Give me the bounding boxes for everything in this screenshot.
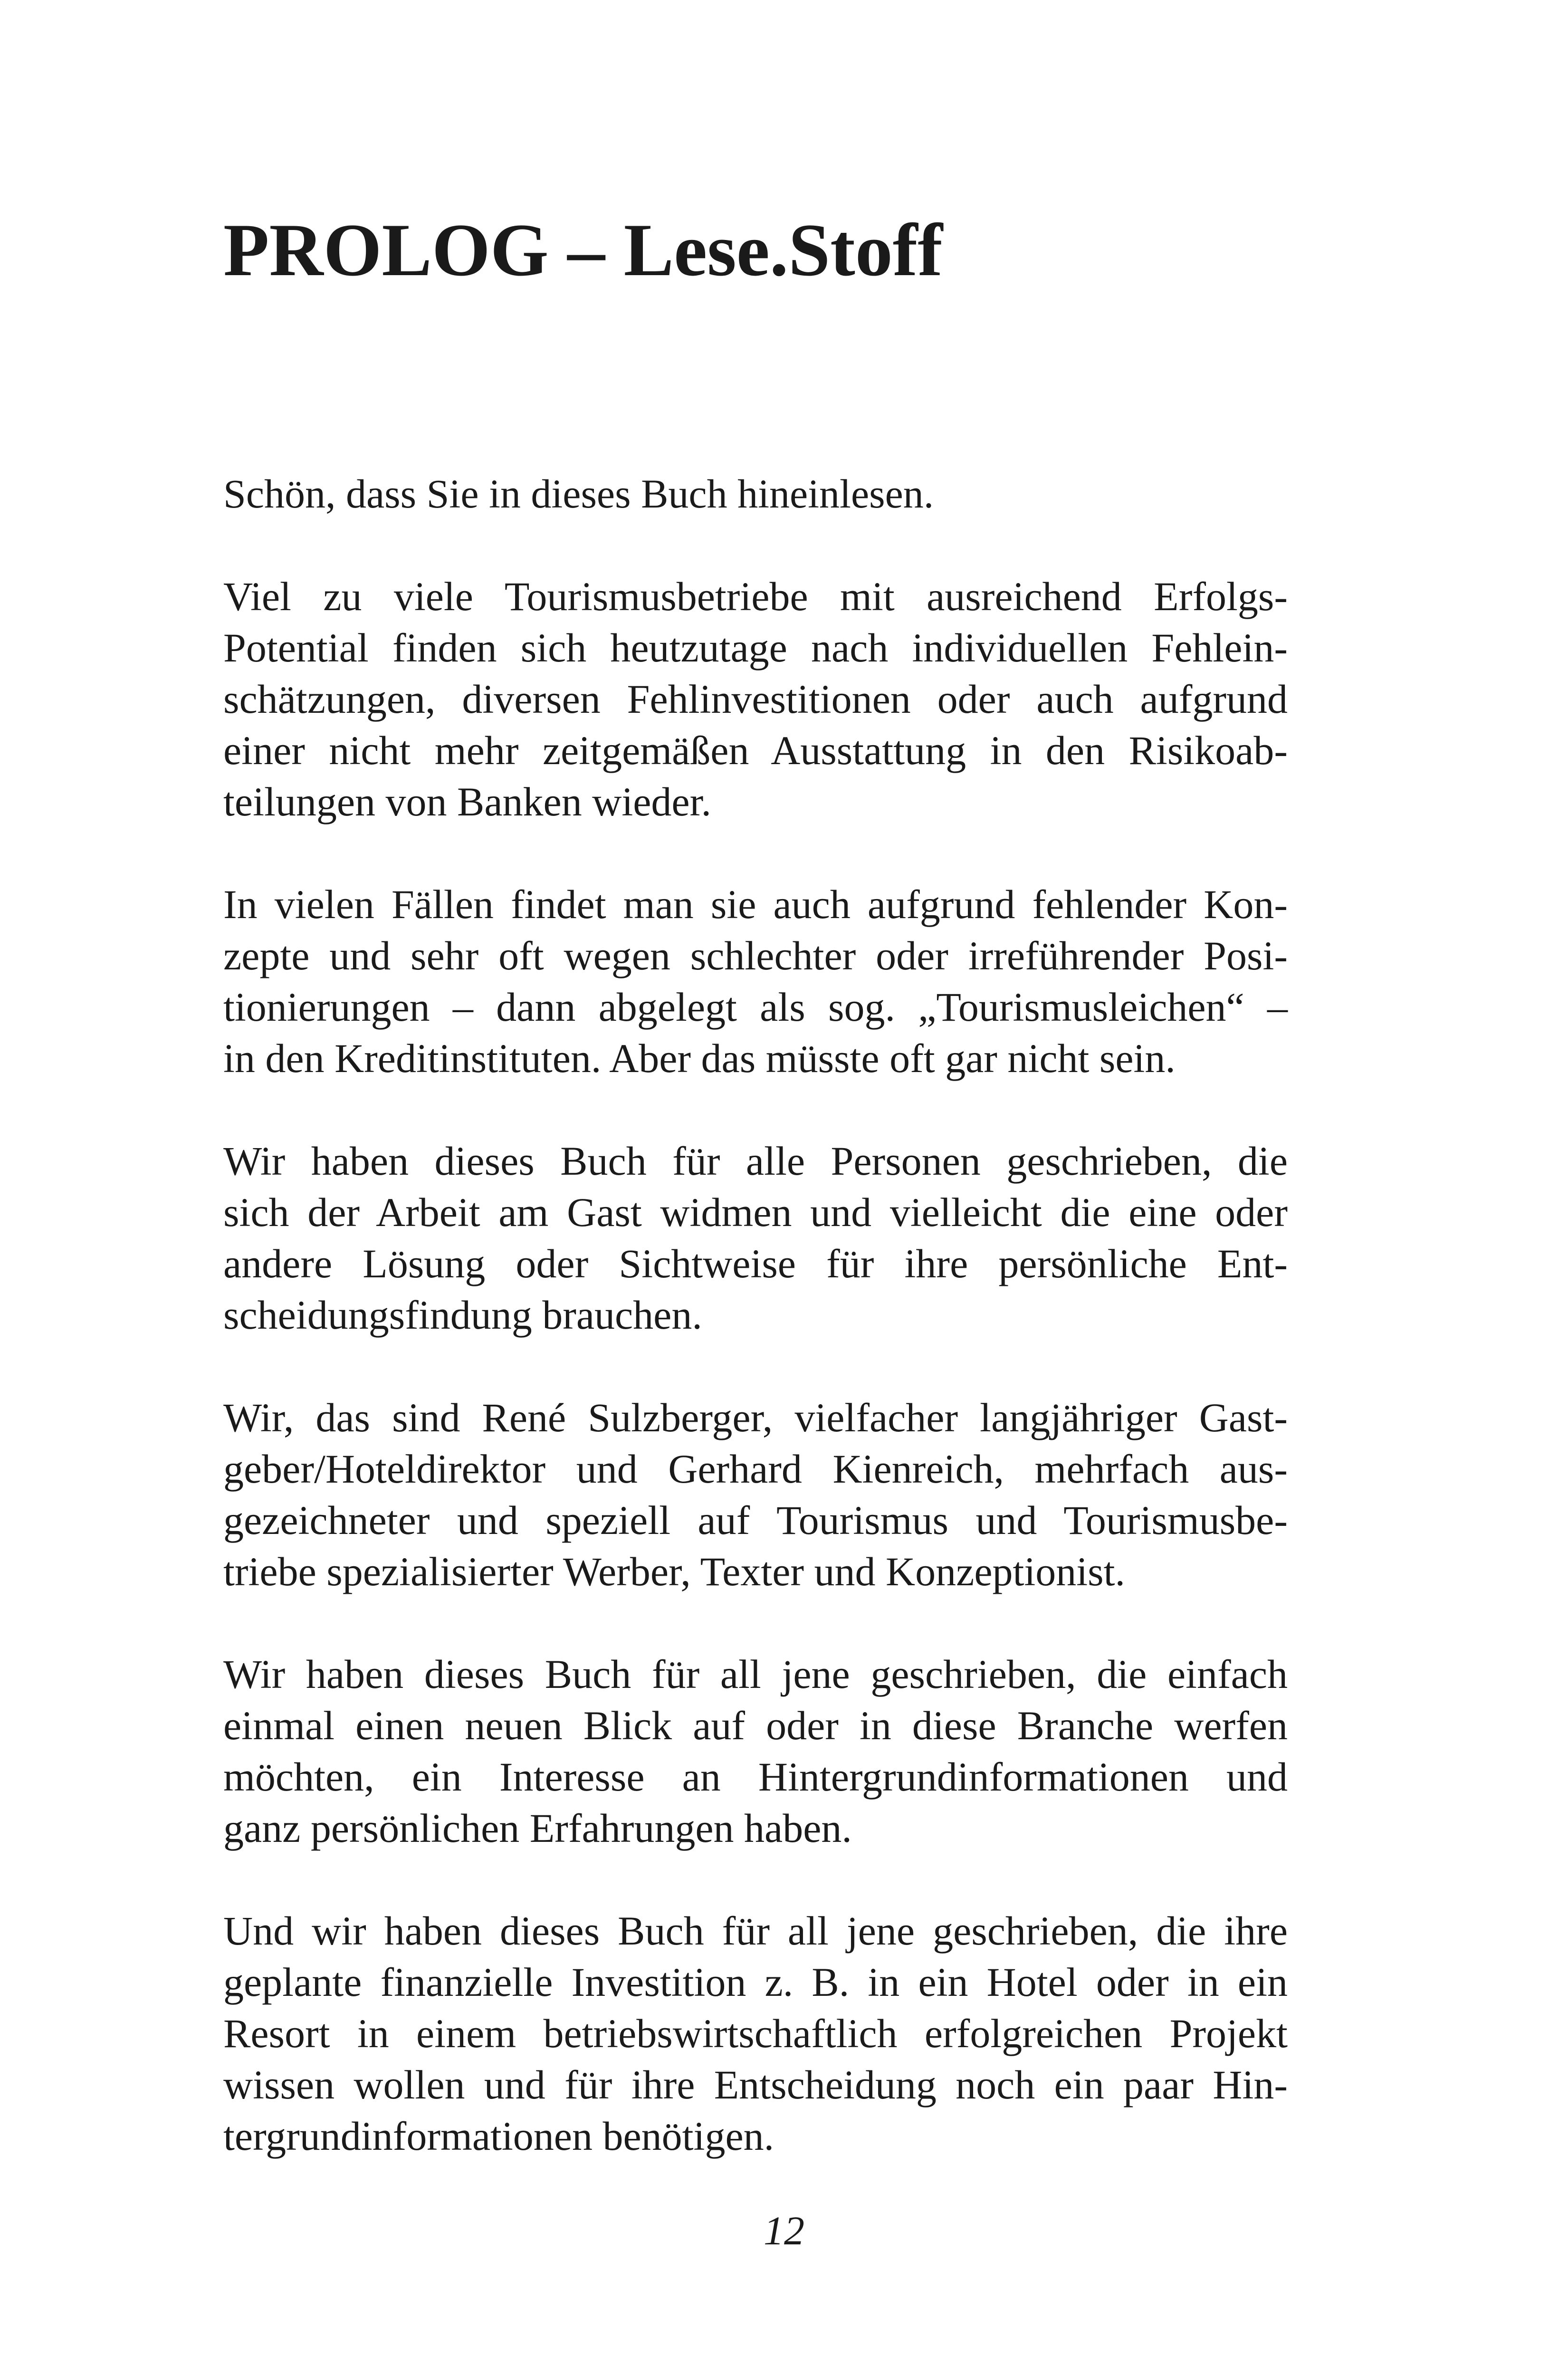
text-line: scheidungsfindung brauchen. <box>223 1292 702 1338</box>
chapter-title: PROLOG – Lese.Stoff <box>223 209 943 292</box>
text-line: Viel zu viele Tourismusbetriebe mit ausreichend Erfolgs- <box>223 574 1288 619</box>
text-line: geber/Hoteldirektor und Gerhard Kienreich, mehrfach aus- <box>223 1446 1288 1492</box>
text-line: einer nicht mehr zeitgemäßen Ausstattung in den Risikoab- <box>223 728 1288 773</box>
text-line: Resort in einem betriebswirtschaftlich erfolgreichen Projekt <box>223 2011 1288 2056</box>
text-line: geplante finanzielle Investition z. B. in ein Hotel oder in ein <box>223 1959 1288 2005</box>
paragraph-2 <box>223 571 1288 827</box>
text-line: triebe spezialisierter Werber, Texter und Konzeptionist. <box>223 1549 1126 1594</box>
text-line: einmal einen neuen Blick auf oder in diese Branche werfen <box>223 1703 1288 1748</box>
text-line: andere Lösung oder Sichtweise für ihre persönliche Ent- <box>223 1241 1288 1286</box>
text-line: tergrundinformationen benötigen. <box>223 2113 774 2159</box>
text-line: möchten, ein Interesse an Hintergrundinformationen und <box>223 1754 1288 1800</box>
text-line: ganz persönlichen Erfahrungen haben. <box>223 1805 852 1851</box>
text-line: zepte und sehr oft wegen schlechter oder irreführender Posi- <box>223 933 1288 978</box>
page-number: 12 <box>764 2208 804 2253</box>
text-line: wissen wollen und für ihre Entscheidung noch ein paar Hin- <box>223 2062 1288 2108</box>
paragraph-1 <box>223 468 1288 519</box>
text-line: Wir, das sind René Sulzberger, vielfacher langjähriger Gast- <box>223 1395 1288 1440</box>
paragraph-5 <box>223 1392 1288 1597</box>
text-line: teilungen von Banken wieder. <box>223 779 711 824</box>
text-line: Wir haben dieses Buch für alle Personen geschrieben, die <box>223 1138 1288 1184</box>
text-line: In vielen Fällen findet man sie auch aufgrund fehlender Kon- <box>223 881 1288 927</box>
text-line: Schön, dass Sie in dieses Buch hineinlesen. <box>223 471 934 517</box>
text-line: tionierungen – dann abgelegt als sog. „Tourismusleichen“ – <box>223 984 1288 1030</box>
paragraph-7 <box>223 1905 1288 2162</box>
body-text <box>223 468 1288 2213</box>
text-line: Wir haben dieses Buch für all jene geschrieben, die einfach <box>223 1651 1288 1697</box>
text-line: gezeichneter und speziell auf Tourismus und Tourismusbe- <box>223 1497 1288 1543</box>
paragraph-3 <box>223 879 1288 1084</box>
paragraph-4 <box>223 1135 1288 1341</box>
text-line: sich der Arbeit am Gast widmen und vielleicht die eine oder <box>223 1189 1288 1235</box>
text-line: in den Kreditinstituten. Aber das müsste oft gar nicht sein. <box>223 1035 1176 1081</box>
paragraph-6 <box>223 1648 1288 1854</box>
text-line: Potential finden sich heutzutage nach individuellen Fehlein- <box>223 625 1288 671</box>
text-line: schätzungen, diversen Fehlinvestitionen oder auch aufgrund <box>223 676 1288 722</box>
text-line: Und wir haben dieses Buch für all jene geschrieben, die ihre <box>223 1908 1288 1954</box>
